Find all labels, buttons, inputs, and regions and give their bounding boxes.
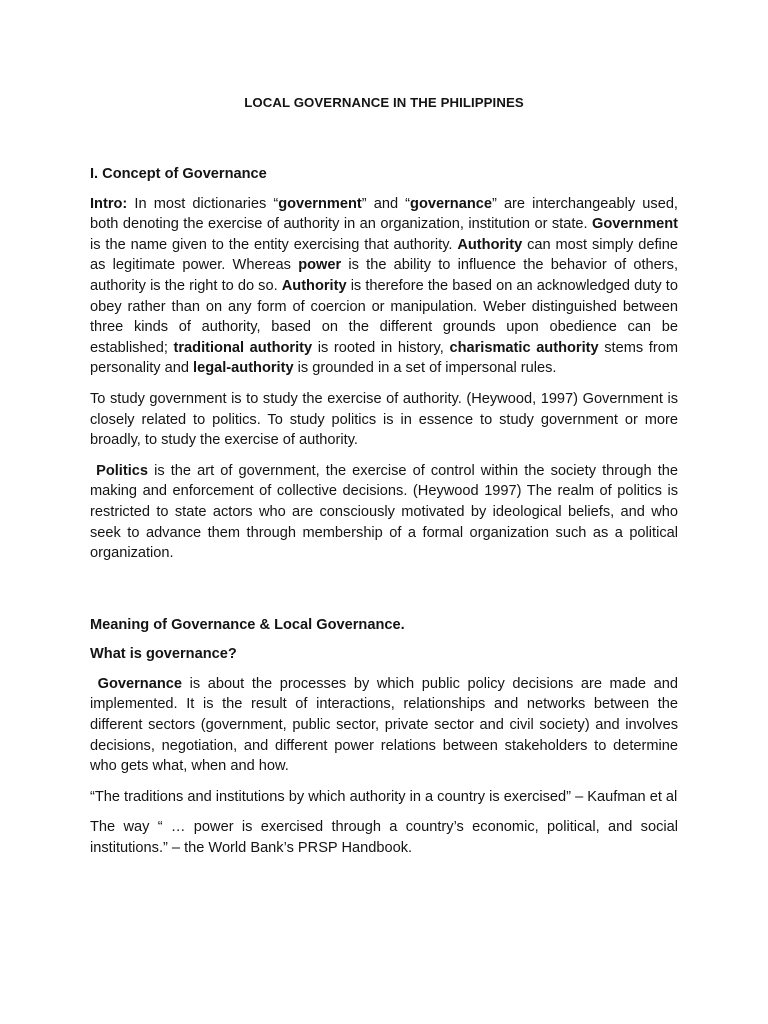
text-run: ” and “ — [361, 195, 411, 212]
term-charismatic-authority: charismatic authority — [449, 339, 599, 356]
text-run: is the ability to influence the behavior of others, authority is the right to do so. — [90, 257, 679, 294]
text-run: is rooted in history, — [312, 339, 450, 356]
section-heading-concept: I. Concept of Governance — [90, 166, 267, 182]
term-government: government — [278, 195, 362, 212]
term-power: power — [298, 257, 342, 274]
text-run: can most simply define as legitimate power. Whereas — [90, 236, 678, 274]
term-legal-authority: legal-authority — [193, 360, 294, 377]
term-traditional-authority: traditional authority — [173, 339, 313, 356]
worldbank-quote-paragraph: The way “ … power is exercised through a country’s economic, political, and social institutions.” – the World Bank’s PRSP Handbook. — [90, 819, 678, 857]
text-run: In most dictionaries “ — [127, 195, 279, 212]
section-heading-meaning: Meaning of Governance & Local Governance. — [90, 616, 405, 633]
term-authority: Authority — [457, 236, 523, 253]
text-run: ” are interchangeably used, both denoting the exercise of authority in an organization, institution or state. — [90, 195, 678, 233]
text-run: is therefore the based on an acknowledged duty to obey rather than on any form of coercion or manipulation. Weber distinguished between three kinds of authority, based on the different grounds upon obedience can be established; — [90, 277, 678, 356]
kaufman-quote-paragraph: “The traditions and institutions by which authority in a country is exercised” – Kaufman et al — [90, 788, 678, 805]
text-run: is the art of government, the exercise of control within the society through the making and enforcement of collective decisions. (Heywood 1997) The realm of politics is restricted to state actors who are consciously motivated by ideological beliefs, and who seek to advance them through membership of a formal organization such as a political organization. — [90, 462, 678, 562]
term-authority: Authority — [281, 277, 347, 294]
document-title: LOCAL GOVERNANCE IN THE PHILIPPINES — [244, 95, 524, 110]
intro-paragraph — [90, 194, 678, 379]
term-governance: governance — [410, 195, 492, 212]
text-run: is grounded in a set of impersonal rules. — [293, 360, 557, 377]
politics-paragraph — [90, 461, 678, 564]
text-run: stems from personality and — [90, 339, 678, 377]
term-politics: Politics — [96, 462, 149, 479]
text-run: is the name given to the entity exercising that authority. — [90, 236, 458, 253]
text-run: is about the processes by which public policy decisions are made and implemented. It is the result of interactions, relationships and networks between the different sectors (government, public sector, private sector and civil society) and involves decisions, negotiation, and different power relations between stakeholders to determine who gets what, when and how. — [90, 675, 678, 775]
document-body — [90, 93, 678, 859]
governance-paragraph — [90, 674, 678, 777]
term-governance: Governance — [97, 675, 182, 692]
study-government-paragraph: To study government is to study the exercise of authority. (Heywood, 1997) Government is closely related to politics. To study politics is in essence to study government or more broadly, to study the exercise of authority. — [90, 390, 678, 449]
term-government: Government — [592, 216, 678, 233]
section-heading-what-is-governance: What is governance? — [90, 646, 237, 663]
intro-label: Intro: — [90, 195, 128, 212]
